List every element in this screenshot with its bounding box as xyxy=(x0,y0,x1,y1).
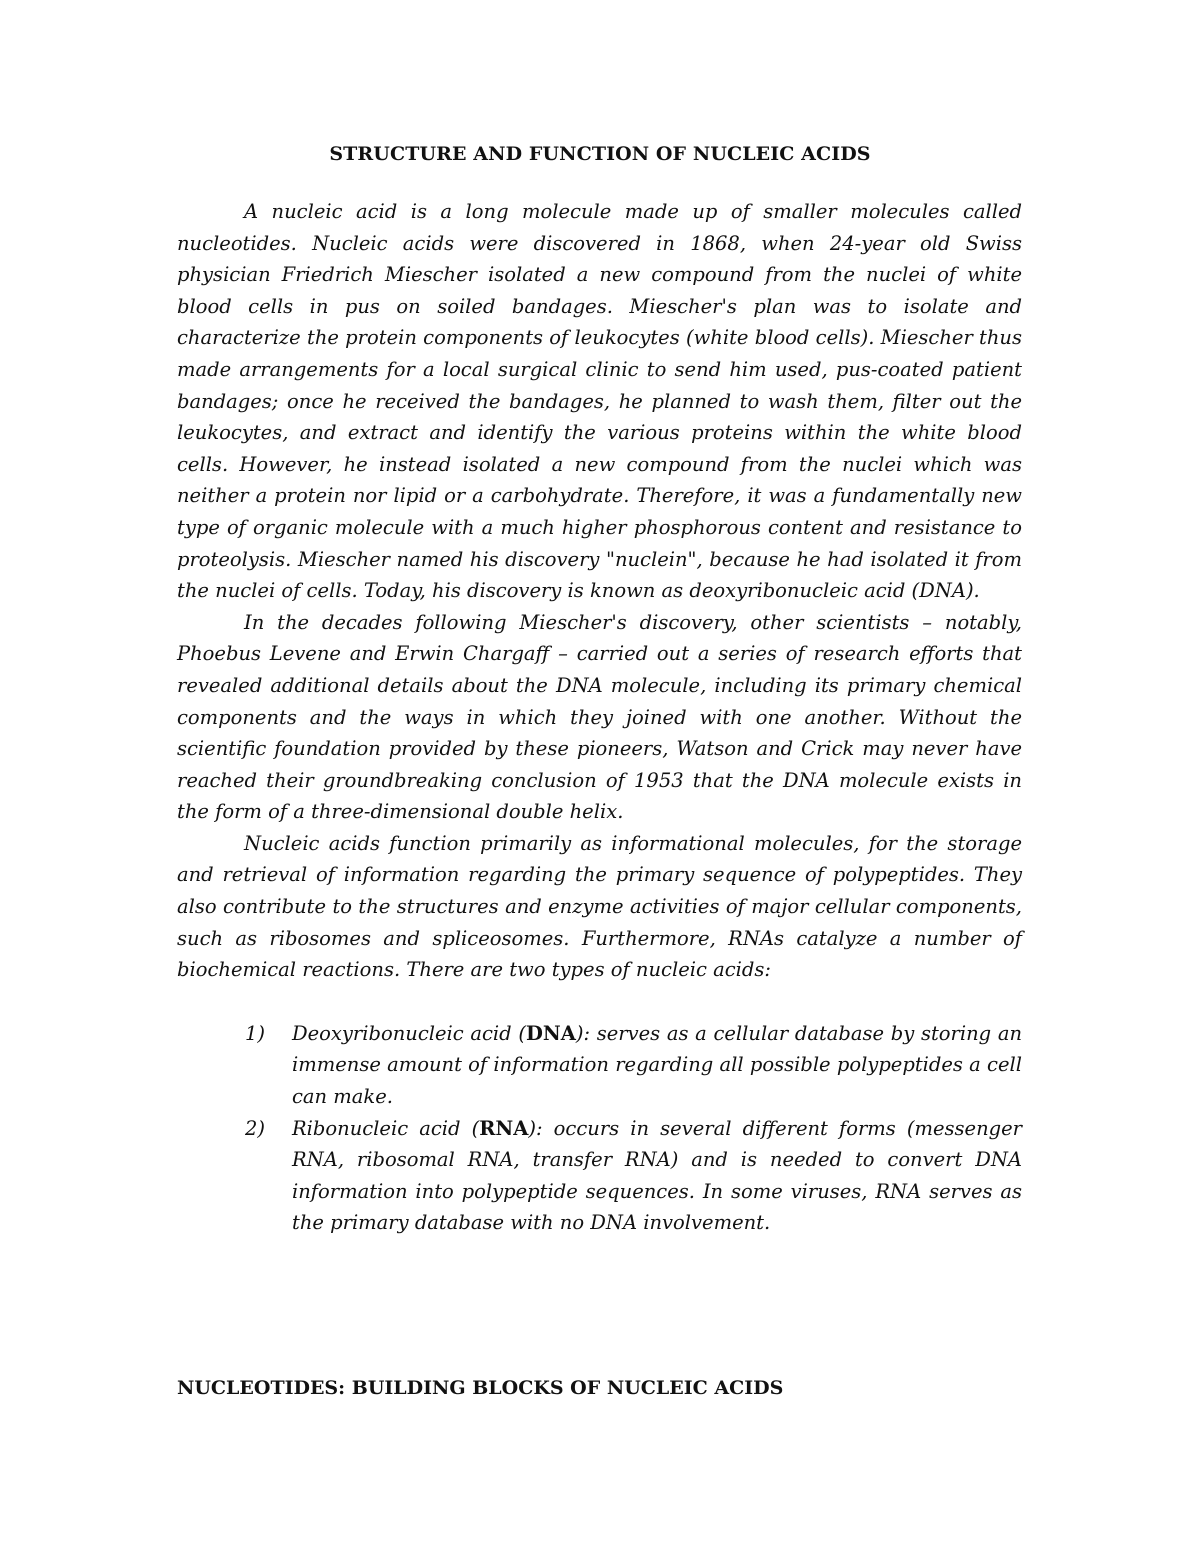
list-item-text: : serves as a cellular database by storing an immense amount of information regarding all possible polypeptides a cell can make. xyxy=(292,1021,1023,1109)
paragraph-history: In the decades following Miescher's discovery, other scientists – notably, Phoebus Levene and Erwin Chargaff – carried out a series of research efforts that revealed additional details about the DNA molecule, including its primary chemical components and the ways in which they joined with one another. Without the scientific foundation provided by these pioneers, Watson and Crick may never have reached their groundbreaking conclusion of 1953 that the DNA molecule exists in the form of a three-dimensional double helix. xyxy=(177,610,1022,824)
list-item-close: ) xyxy=(528,1116,536,1140)
list-item-close: ) xyxy=(575,1021,584,1045)
list-item-name: Ribonucleic acid ( xyxy=(292,1116,480,1140)
section-heading: NUCLEOTIDES: BUILDING BLOCKS OF NUCLEIC ACIDS xyxy=(177,1377,784,1399)
list-item-abbr: RNA xyxy=(479,1116,529,1140)
paragraph-function: Nucleic acids function primarily as informational molecules, for the storage and retrieval of information regarding the primary sequence of polypeptides. They also contribute to the structures and enzyme activities of major cellular components, such as ribosomes and spliceosomes. Furthermore, RNAs catalyze a number of biochemical reactions. There are two types of nucleic acids: xyxy=(177,831,1022,982)
list-number: 2) xyxy=(245,1116,266,1140)
list-item-abbr: DNA xyxy=(525,1021,576,1045)
list-item-name: Deoxyribonucleic acid ( xyxy=(292,1021,526,1045)
list-item-text: : occurs in several different forms (messenger RNA, ribosomal RNA, transfer RNA) and is needed to convert DNA information into polypeptide sequences. In some viruses, RNA serves as the primary database with no DNA involvement. xyxy=(292,1116,1022,1235)
document-title: STRUCTURE AND FUNCTION OF NUCLEIC ACIDS xyxy=(329,143,871,165)
document-body xyxy=(177,196,1022,1239)
nucleic-acid-types-list xyxy=(177,1018,1022,1239)
list-item-rna xyxy=(177,1113,1022,1239)
list-item-dna xyxy=(177,1018,1022,1113)
paragraph-intro: A nucleic acid is a long molecule made up of smaller molecules called nucleotides. Nucleic acids were discovered in 1868, when 24-year old Swiss physician Friedrich Miescher isolated a new compound from the nuclei of white blood cells in pus on soiled bandages. Miescher's plan was to isolate and characterize the protein components of leukocytes (white blood cells). Miescher thus made arrangements for a local surgical clinic to send him used, pus-coated patient bandages; once he received the bandages, he planned to wash them, filter out the leukocytes, and extract and identify the various proteins within the white blood cells. However, he instead isolated a new compound from the nuclei which was neither a protein nor lipid or a carbohydrate. Therefore, it was a fundamentally new type of organic molecule with a much higher phosphorous content and resistance to proteolysis. Miescher named his discovery "nuclein", because he had isolated it from the nuclei of cells. Today, his discovery is known as deoxyribonucleic acid (DNA). xyxy=(177,200,1022,603)
list-number: 1) xyxy=(245,1021,266,1045)
